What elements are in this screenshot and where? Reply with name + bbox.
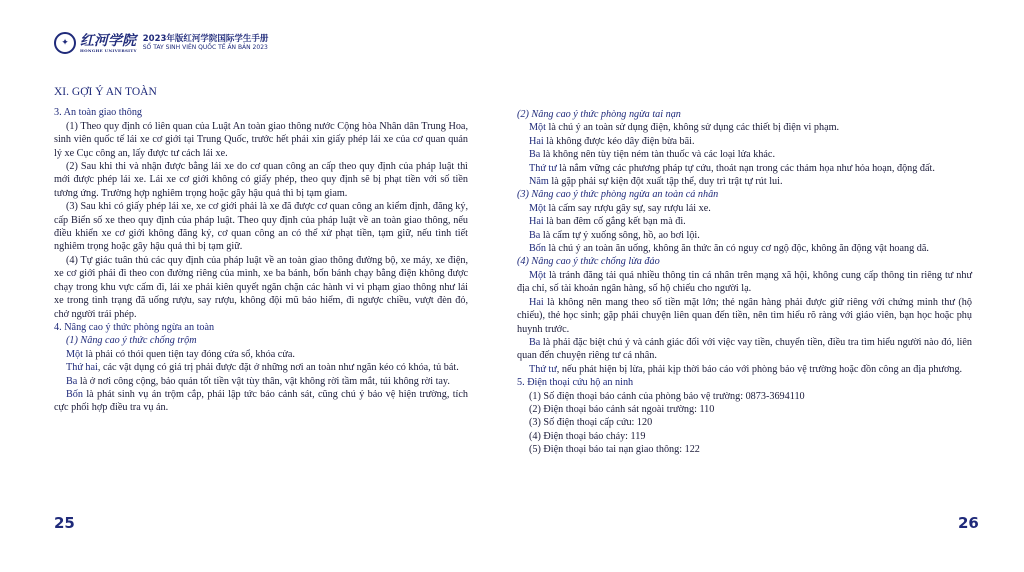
list-item bbox=[517, 135, 972, 148]
item-keyword: Ba bbox=[529, 229, 541, 241]
traffic-paragraph: (3) Sau khi có giấy phép lái xe, xe cơ giới phải là xe đã được cơ quan công an kiểm định, đăng ký, cấp Biển số xe theo quy định của pháp luật. Theo quy định của pháp luật về an toàn giao thông, nếu điều khiển xe cơ giới không đăng ký, cơ quan công an có thể xử phạt tiền, tạm giữ, nếu tình tiết nghiêm trọng hoặc gây hậu quả thì bị tạm giữ. bbox=[54, 201, 468, 253]
list-item bbox=[54, 361, 468, 374]
item-text: là cấm say rượu gây sự, say rượu lái xe. bbox=[545, 202, 711, 214]
list-item bbox=[517, 229, 972, 242]
header-title-vietnamese: SỔ TAY SINH VIÊN QUỐC TẾ ẤN BẢN 2023 bbox=[142, 44, 268, 51]
item-text: là không nên mang theo số tiền mặt lớn; thẻ ngân hàng phải được giữ riêng với chứng minh thư (hộ chiếu), thẻ học sinh; gặp phải chuyện liên quan đến tiền, nên tìm hiểu rõ ràng với giáo viên, bạn học hoặc phụ huynh trước. bbox=[517, 296, 972, 335]
section-title: XI. GỢI Ý AN TOÀN bbox=[54, 86, 157, 98]
item-text: là gặp phải sự kiện đột xuất tập thể, duy trì trật tự rút lui. bbox=[548, 176, 783, 188]
traffic-paragraph: (1) Theo quy định có liên quan của Luật An toàn giao thông nước Cộng hòa Nhân dân Trung Hoa, sinh viên quốc tế lái xe cơ giới tại Trung Quốc, trước hết phải xin giấy phép lái xe của cơ quan quản lý xe Cục công an, lấy được tư cách lái xe. bbox=[54, 120, 468, 159]
item-text: là cẩm tự ý xuống sông, hồ, ao bơi lội. bbox=[540, 229, 700, 241]
item-keyword: Một bbox=[529, 122, 546, 134]
item-text: là nắm vững các phương pháp tự cứu, thoát nạn trong các thảm họa như hỏa hoạn, động đất. bbox=[556, 162, 935, 174]
item-keyword: Năm bbox=[529, 176, 549, 188]
list-item bbox=[517, 202, 972, 215]
phone-item: (2) Điện thoại báo cảnh sát ngoài trường: 110 bbox=[529, 403, 715, 415]
list-item bbox=[517, 363, 972, 376]
page-number-right: 26 bbox=[958, 514, 979, 532]
item-keyword: Hai bbox=[529, 135, 544, 147]
item-text: là ở nơi công cộng, bảo quản tốt tiền vật tùy thân, vật không rời tầm mắt, túi không rời tay. bbox=[77, 375, 450, 387]
list-item bbox=[517, 269, 972, 296]
header-title-chinese: 2023年版红河学院国际学生手册 bbox=[142, 34, 269, 44]
page-number-left: 25 bbox=[54, 514, 75, 532]
item-text: là không nên tùy tiện ném tàn thuốc và các loại lửa khác. bbox=[540, 149, 775, 161]
item-text: là chú ý an toàn ăn uống, không ăn thức ăn có nguy cơ ngộ độc, không ăn động vật hoang dã. bbox=[545, 243, 929, 255]
item-text: , nếu phát hiện bị lừa, phải kịp thời báo cáo với phòng bảo vệ trường hoặc đồn công an địa phương. bbox=[556, 363, 963, 375]
item-keyword: Một bbox=[529, 202, 546, 214]
list-item bbox=[517, 336, 972, 363]
left-page-column bbox=[54, 86, 468, 415]
list-item bbox=[517, 296, 972, 336]
item-keyword: Thứ tư bbox=[529, 363, 557, 375]
list-item bbox=[517, 162, 972, 175]
item-text: là không được kéo dây điện bừa bãi. bbox=[543, 135, 695, 147]
phone-item: (4) Điện thoại báo cháy: 119 bbox=[529, 430, 646, 442]
phone-item: (5) Điện thoại báo tai nạn giao thông: 122 bbox=[529, 444, 700, 456]
university-logo bbox=[80, 34, 137, 53]
university-seal-icon: ✦ bbox=[54, 32, 76, 54]
personal-heading: (3) Nâng cao ý thức phòng ngừa an toàn cá nhân bbox=[517, 189, 719, 201]
list-item bbox=[517, 121, 972, 134]
right-page-column bbox=[517, 108, 972, 457]
traffic-heading: 3. An toàn giao thông bbox=[54, 107, 143, 119]
phone-item: (3) Số điện thoại cấp cứu: 120 bbox=[529, 417, 653, 429]
theft-heading: (1) Nâng cao ý thức chống trộm bbox=[66, 335, 197, 347]
item-keyword: Hai bbox=[529, 216, 544, 228]
list-item bbox=[517, 148, 972, 161]
phone-heading: 5. Điện thoại cứu hộ an ninh bbox=[517, 377, 634, 389]
logo-subtext: HONGHE UNIVERSITY bbox=[80, 47, 137, 53]
item-text: , các vật dụng có giá trị phải được đặt ở những nơi an toàn như ngăn kéo có khóa, tủ bát. bbox=[97, 362, 459, 374]
traffic-paragraph: (2) Sau khi thi và nhận được bằng lái xe do cơ quan công an cấp theo quy định của pháp luật thì mới được phép lái xe. Lái xe cơ giới không có giấy phép, theo quy định sẽ bị phạt tiền với số tiền tương ứng. Trường hợp nghiêm trọng hoặc gây hậu quả thì bị tạm giam. bbox=[54, 161, 468, 199]
awareness-heading: 4. Nâng cao ý thức phòng ngừa an toàn bbox=[54, 321, 215, 333]
item-text: là tránh đăng tải quá nhiều thông tin cá nhân trên mạng xã hội, không cung cấp thông tin riêng tư như địa chỉ, số tài khoản ngân hàng, số hộ chiếu cho người lạ. bbox=[517, 269, 972, 295]
item-keyword: Thứ hai bbox=[66, 362, 98, 374]
list-item bbox=[54, 375, 468, 388]
accident-heading: (2) Nâng cao ý thức phòng ngừa tai nạn bbox=[517, 109, 681, 120]
item-keyword: Ba bbox=[529, 149, 541, 161]
traffic-paragraph: (4) Tự giác tuân thủ các quy định của pháp luật về an toàn giao thông đường bộ, xe máy, xe điện, xe cơ giới phải đi theo con đường riêng của mình, xe ba bánh, bốn bánh chạy bằng điện không được chạy trong khu vực cấm đi, lái xe phải kiên quyết ngăn chặn các hành vi vi phạm giao thông như lái xe trong tình trạng đã uống rượu, say rượu, không đội mũ bảo hiểm, đi ngược chiều, vượt đèn đỏ, chở người trái phép. bbox=[54, 254, 468, 320]
item-text: là chú ý an toàn sử dụng điện, không sử dụng các thiết bị điện vi phạm. bbox=[545, 122, 840, 134]
item-text: là phải đặc biệt chú ý và cảnh giác đối với việc vay tiền, chuyển tiền, điều tra tìm hiểu người nào đó, liên quan đến chuyện riêng tư cá nhân. bbox=[517, 336, 972, 362]
item-keyword: Ba bbox=[66, 375, 78, 387]
item-text: là phải có thói quen tiện tay đóng cửa sổ, khóa cửa. bbox=[82, 348, 295, 360]
item-text: là ban đêm cố gắng kết bạn mà đi. bbox=[543, 216, 686, 228]
fraud-heading: (4) Nâng cao ý thức chống lừa đảo bbox=[517, 256, 660, 268]
item-keyword: Ba bbox=[529, 336, 541, 348]
list-item bbox=[54, 388, 468, 415]
logo-text: 红河学院 bbox=[80, 32, 136, 49]
item-keyword: Một bbox=[529, 269, 546, 281]
list-item bbox=[517, 215, 972, 228]
item-keyword: Bốn bbox=[66, 388, 83, 400]
page-header bbox=[54, 30, 268, 56]
list-item bbox=[54, 348, 468, 361]
item-text: là phát sinh vụ án trộm cắp, phải lập tức báo cảnh sát, cũng chú ý bảo vệ hiện trường, tích cực phối hợp điều tra vụ án. bbox=[54, 388, 468, 414]
list-item bbox=[517, 175, 972, 188]
phone-item: (1) Số điện thoại báo cảnh của phòng bảo vệ trường: 0873-3694110 bbox=[529, 390, 805, 402]
item-keyword: Hai bbox=[529, 296, 544, 308]
item-keyword: Một bbox=[66, 348, 83, 360]
item-keyword: Thứ tư bbox=[529, 162, 557, 174]
item-keyword: Bốn bbox=[529, 243, 546, 255]
list-item bbox=[517, 242, 972, 255]
